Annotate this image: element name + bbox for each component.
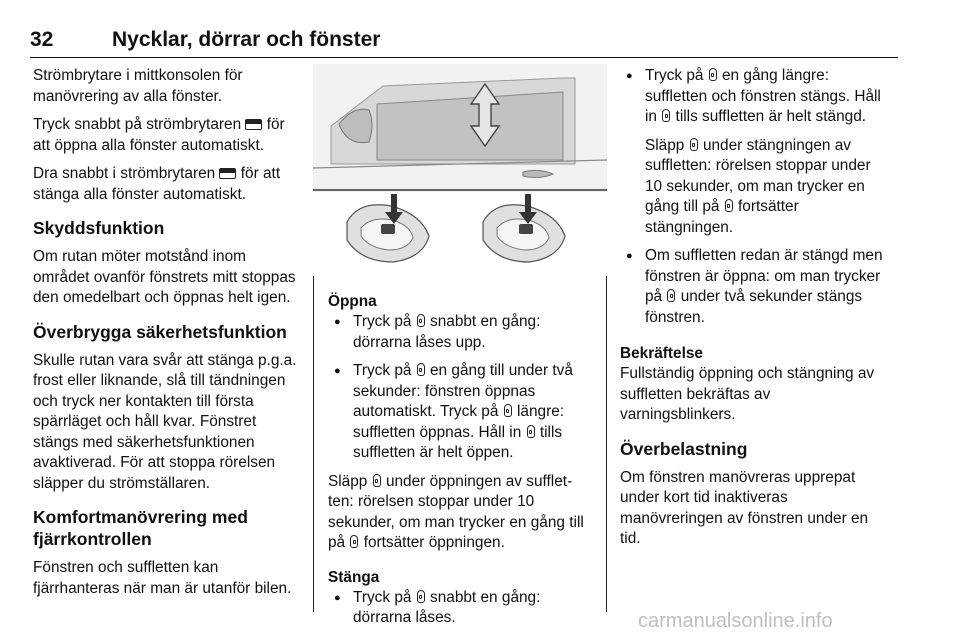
paragraph — [33, 115, 301, 156]
heading-oppna: Öppna — [328, 293, 377, 310]
list-item — [328, 312, 592, 353]
lock-button-icon — [662, 109, 670, 122]
window-switch-icon — [219, 168, 236, 179]
paragraph: Fönstren och suffletten kan fjärrhanteras när man är utanför bilen. — [33, 559, 292, 597]
text: Tryck på — [645, 67, 704, 84]
page-header — [30, 28, 898, 58]
page-number: 32 — [30, 28, 54, 51]
list-item — [328, 361, 592, 464]
text: snabbt en gång: dörrarna låses upp. — [353, 313, 541, 351]
sub-paragraph — [645, 136, 888, 239]
paragraph: Om rutan möter motstånd inom området ovanför fönstrets mitt stoppas den omedelbart och öppnas helt igen. — [33, 248, 296, 306]
unlock-button-icon — [417, 314, 425, 327]
list-oppna — [328, 312, 592, 464]
unlock-button-icon — [417, 363, 425, 376]
unlock-button-icon — [350, 535, 358, 548]
lock-button-icon — [725, 199, 733, 212]
paragraph: Skulle rutan vara svår att stänga p.g.a. frost eller liknande, slå till tändningen och tryck ner kontakten till första spärrläget och håll kvar. Fönstret stängs med säkerhetsfunktionen avaktiverad. För att stoppa rörelsen släpper du strömställaren. — [33, 351, 297, 492]
text: Tryck på — [353, 588, 412, 606]
heading-overbrygga: Överbrygga säkerhetsfunktion — [33, 321, 287, 342]
heading-skyddsfunktion: Skyddsfunktion — [33, 218, 165, 238]
text: för att stänga alla fönster automatiskt. — [33, 165, 281, 203]
text: tills suffletten är helt stängd. — [675, 108, 867, 125]
lock-button-icon — [709, 68, 717, 81]
paragraph: Om fönstren manövreras upprepat under kort tid inaktiveras manövreringen av fönstren under en tid. — [620, 468, 869, 547]
text: en gång längre: suffletten och fönstren stängs. Håll in — [645, 67, 881, 125]
heading-bekraftelse: Bekräftelse — [620, 345, 703, 362]
column-left — [33, 66, 301, 607]
text: Tryck snabbt på strömbrytaren — [33, 116, 242, 133]
text: Dra snabbt i strömbrytaren — [33, 165, 216, 182]
text: under öppningen av suffletten: rörelsen stoppar under 10 sekunder, om man trycker en gång till på — [328, 472, 584, 551]
column-middle — [328, 292, 592, 637]
lock-button-icon — [417, 590, 425, 603]
heading-overbelastning: Överbelastning — [620, 438, 748, 459]
heading-komfort: Komfortmanövrering med fjärrkontrollen — [33, 507, 248, 549]
unlock-button-icon — [504, 404, 512, 417]
text: snabbt en gång: dörrarna låses. — [353, 588, 541, 626]
text: fortsätter öppningen. — [363, 534, 505, 551]
page-title: Nycklar, dörrar och fönster — [112, 28, 381, 51]
text: Om suffletten redan är stängd men fönstren är öppna: om man trycker på — [645, 247, 883, 305]
unlock-button-icon — [373, 474, 381, 487]
paragraph: Strömbrytare i mittkonsolen för manövrering av alla fönster. — [33, 67, 243, 105]
lock-button-icon — [667, 289, 675, 302]
text: Släpp — [645, 136, 685, 154]
text: längre: suffletten öppnas. Håll in — [353, 403, 565, 441]
paragraph: Fullständig öppning och stängning av suffletten bekräftas av varningsblinkers. — [620, 365, 875, 423]
text: för att öppna alla fönster automatiskt. — [33, 116, 285, 154]
text: fortsätter stängningen. — [645, 198, 799, 236]
text: under stängningen av suffletten: rörelsen stoppar under 10 sekunder, om man trycker en gång till på — [645, 136, 871, 215]
column-right — [620, 66, 888, 558]
list-stanga-continued — [620, 66, 888, 328]
list-item — [620, 66, 888, 238]
list-item — [620, 246, 888, 328]
heading-stanga: Stänga — [328, 568, 380, 586]
window-switch-icon — [245, 119, 262, 130]
paragraph — [33, 164, 301, 205]
paragraph — [328, 472, 592, 554]
text: tills suffletten är helt öppen. — [353, 423, 563, 461]
list-item — [328, 588, 592, 629]
list-stanga — [328, 588, 592, 629]
text: Tryck på — [353, 313, 412, 330]
text: Släpp — [328, 472, 368, 490]
text: under två sekunder stängs fönstren. — [645, 288, 863, 326]
window-remote-illustration — [313, 64, 607, 276]
watermark: carmanualsonline.info — [638, 610, 833, 632]
unlock-button-icon — [527, 425, 535, 438]
text: en gång till under två sekunder: fönstren öppnas automatiskt. Tryck på — [353, 362, 573, 420]
lock-button-icon — [690, 138, 698, 151]
text: Tryck på — [353, 362, 412, 379]
